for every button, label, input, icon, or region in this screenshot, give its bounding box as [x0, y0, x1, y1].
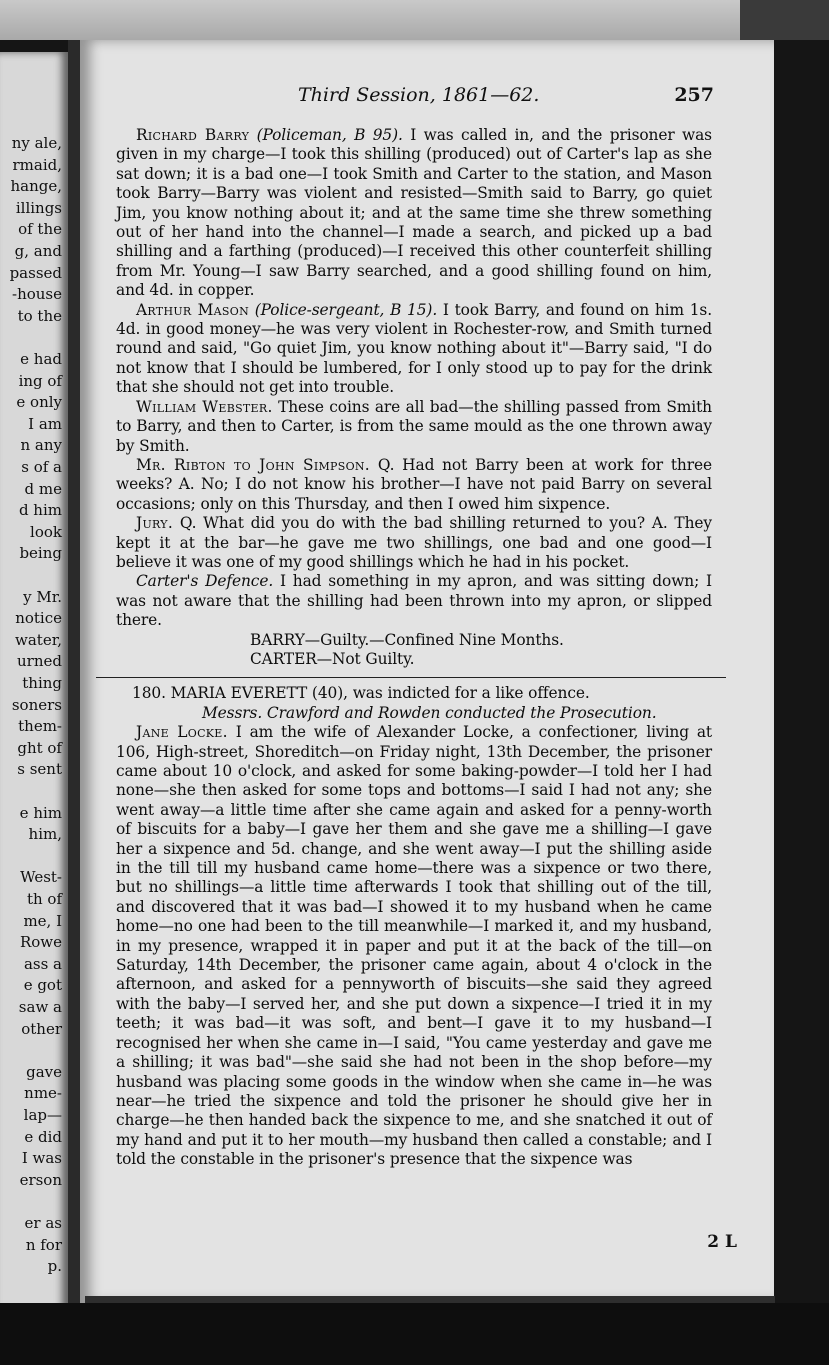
testimony-text: I took Barry, and found on him 1s. 4d. in good money—he was very violent in Rochester-row, and Smith turned round and said, "Go quiet Jim, you know nothing about it"—Barry said, "I do not know that I should be lumbered, for I only stood up to pay for the drink that she should not get into trouble. [116, 300, 712, 397]
left-page-line: I was [21, 1149, 62, 1168]
testimony-text: These coins are all bad—the shilling passed from Smith to Barry, and then to Carter, is from the same mould as the one thrown away by Smith. [116, 397, 712, 455]
left-page-line: rmaid, [12, 155, 62, 174]
left-page-line: g, and [14, 242, 62, 260]
left-page-line: I am [28, 414, 62, 433]
left-page-line: look [30, 522, 62, 541]
speaker-name: Mr. Ribton to John Simpson. [136, 455, 371, 474]
testimony-text: I was called in, and the prisoner was given in my charge—I took this shilling (produced) out of Carter's lap as she sat down; it is a bad one—I took Smith and Carter to the station, and Mason took Barry—Barry was violent and resisted—Smith said to Barry, go quiet Jim, you know nothing about it; and at the same time she threw something out of her hand into the channel—I made a search, and picked up a bad shilling and a farthing (produced)—I received this other counterfeit shilling from Mr. Young—I saw Barry searched, and a good shilling found on him, and 4d. in copper. [116, 126, 712, 300]
left-page-fragment [0, 52, 68, 1312]
testimony-mason [116, 301, 712, 398]
speaker-name: Arthur Mason [136, 300, 250, 319]
left-page-line: y Mr. [23, 587, 62, 606]
left-page-line: ny ale, [11, 134, 62, 152]
left-page-line: other [21, 1019, 62, 1038]
left-page-line: erson [19, 1170, 62, 1189]
testimony-locke [116, 723, 712, 1169]
left-page-line: er as [24, 1214, 62, 1232]
left-page-line: hange, [10, 177, 62, 196]
verdict-barry: BARRY—Guilty.—Confined Nine Months. [250, 630, 564, 649]
speaker-name: Carter's Defence. [136, 572, 274, 591]
book-page [80, 40, 774, 1303]
left-page-line: nme- [24, 1084, 62, 1103]
speaker-name: William Webster. [136, 397, 273, 416]
speaker-role: (Policeman, B 95). [256, 126, 403, 144]
verdict-carter: CARTER—Not Guilty. [250, 649, 415, 668]
signature-mark: 2 L [707, 1232, 737, 1252]
speaker-name: Jury. [136, 514, 174, 533]
prosecution-note: Messrs. Crawford and Rowden conducted the Prosecution. [202, 703, 657, 722]
left-page-line: soners [11, 695, 62, 714]
left-page-line: n for [25, 1235, 62, 1254]
left-page-line: passed [9, 263, 62, 282]
speaker-name: Richard Barry [136, 126, 250, 144]
left-page-line: being [19, 544, 62, 563]
left-page-line: p. [47, 1257, 62, 1276]
left-page-line: me, I [23, 911, 62, 930]
left-page-line: water, [15, 630, 62, 649]
left-page-line: ing of [18, 371, 62, 390]
testimony-webster [116, 398, 712, 456]
testimony-ribton [116, 456, 712, 514]
left-page-line: lap— [23, 1106, 62, 1124]
left-page-line: notice [15, 609, 62, 628]
left-page-line: of the [18, 220, 62, 239]
left-page-line: gave [26, 1062, 62, 1081]
left-page-line: e got [23, 976, 62, 995]
left-page-line: them- [18, 717, 62, 736]
testimony-text: I am the wife of Alexander Locke, a confectioner, living at 106, High-street, Shoreditch—on Friday night, 13th December, the prisoner came about 10 o'clock, and asked for some baking-powder—I told her I had none—she then asked for some tops and bottoms—I said I had not any; she went away—a little time after she came again and asked for a penny-worth of biscuits for a baby—I gave her them and she gave me a shilling—I gave her a sixpence and 5d. change, and she went away—I put the shilling aside in the till till my husband came home—there was a sixpence or two there, but no shillings—a little time afterwards I took that shilling out of the till, and discovered that it was bad—I showed it to my husband when he came home—no one had been to the till meanwhile—I marked it, and my husband, in my presence, wrapped it in paper and put it at the back of the till—on Saturday, 14th December, the prisoner came again, about 4 o'clock in the afternoon, and asked for a pennyworth of biscuits—she said they agreed with the baby—I served her, and she put down a sixpence—I tried it in my teeth; it was bad—it was soft, and bent—I gave it to my husband—I recognised her when she came in—I said, "You came yesterday and gave me a shilling; it was bad"—she said she had not been in the shop before—my husband was placing some goods in the window when she came in—he was near—he tried the sixpence and told the prisoner he should give her in charge—he then handed back the sixpence to me, and she snatched it out of my hand and put it to her mouth—my husband then called a constable; and I told the constable in the prisoner's presence that the sixpence was [116, 723, 712, 1169]
left-page-line: urned [17, 652, 62, 671]
testimony-text: I had something in my apron, and was sitting down; I was not aware that the shilling had been thrown into my apron, or slipped there. [116, 572, 712, 630]
testimony-barry [116, 126, 712, 301]
section-divider [96, 677, 726, 678]
left-page-line: illings [15, 198, 62, 217]
left-page-line: e did [24, 1127, 62, 1146]
testimony-text: Q. What did you do with the bad shilling returned to you? A. They kept it at the bar—he gave me two shillings, one bad and one good—I believe it was one of my good shillings which he had in his pocket. [116, 514, 713, 571]
page-header [80, 84, 774, 110]
left-page-line: d me [24, 479, 62, 498]
speaker-name: Jane Locke. [136, 723, 228, 742]
scanner-top-right-shadow [740, 0, 829, 40]
speaker-role: (Police-sergeant, B 15). [254, 300, 438, 319]
body-text [116, 126, 712, 1170]
case-heading: 180. MARIA EVERETT (40), was indicted for a like offence. [132, 684, 590, 703]
testimony-jury [116, 514, 712, 572]
left-page-line: d him [18, 501, 62, 520]
left-page-line: to the [17, 306, 62, 325]
left-page-line: him, [28, 825, 62, 844]
left-page-line: n any [20, 436, 62, 455]
left-page-line: s sent [17, 760, 62, 779]
left-page-line: e only [16, 393, 62, 412]
left-page-line: ass a [23, 954, 62, 973]
testimony-defence [116, 572, 712, 630]
page-number: 257 [674, 84, 714, 106]
left-page-line: s of a [21, 458, 62, 476]
left-page-line: ght of [17, 738, 62, 757]
left-page-line: th of [26, 890, 62, 908]
left-page-line: e had [20, 350, 62, 368]
running-head: Third Session, 1861—62. [298, 84, 540, 106]
left-page-line: e him [19, 803, 62, 822]
left-page-line: Rowe [19, 933, 62, 952]
left-page-line: -house [12, 285, 62, 304]
scanner-top-edge [0, 0, 829, 40]
left-page-line: saw a [18, 998, 62, 1016]
scanner-bottom-shadow [0, 1303, 829, 1365]
left-page-line: thing [22, 674, 62, 692]
testimony-text: Q. Had not Barry been at work for three weeks? A. No; I do not know his brother—I have not paid Barry on several occasions; only on this Thursday, and then I owed him sixpence. [116, 455, 713, 513]
left-page-line: West- [20, 868, 62, 887]
